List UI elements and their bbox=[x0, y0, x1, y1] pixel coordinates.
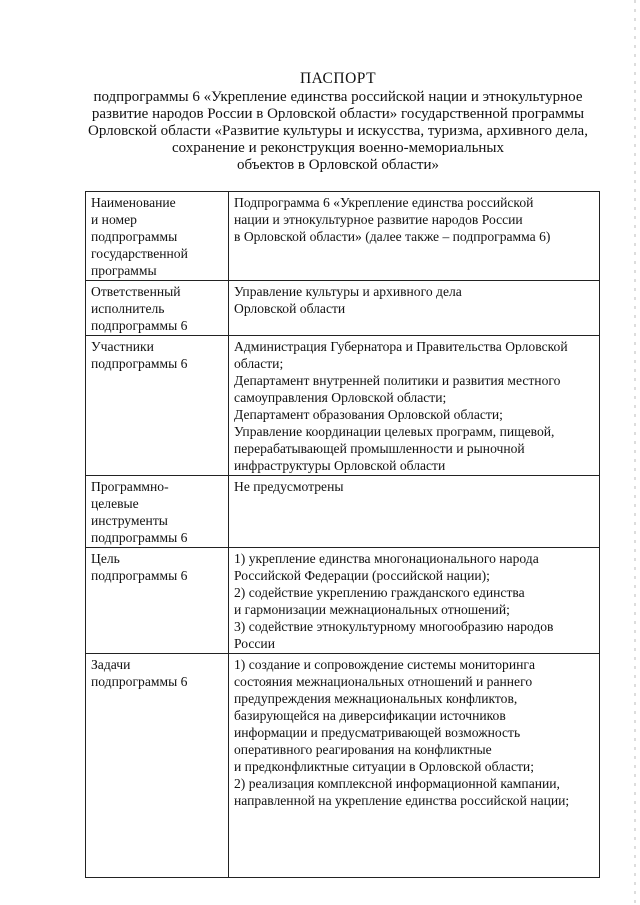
row-value-line: нации и этнокультурное развитие народов России bbox=[234, 212, 523, 227]
row-value-line: Департамент внутренней политики и развития местного bbox=[234, 373, 561, 388]
row-value-line: инфраструктуры Орловской области bbox=[234, 458, 446, 473]
row-label-cell bbox=[86, 654, 229, 878]
row-value-cell bbox=[229, 548, 600, 654]
scan-edge-artifact bbox=[634, 0, 636, 905]
row-value-line: Орловской области bbox=[234, 301, 346, 316]
row-label-cell bbox=[86, 336, 229, 476]
row-value-cell bbox=[229, 654, 600, 878]
document-heading: ПАСПОРТ bbox=[299, 70, 377, 87]
row-value-line: Администрация Губернатора и Правительства Орловской bbox=[234, 339, 568, 354]
row-value-line: оперативного реагирования на конфликтные bbox=[234, 742, 492, 757]
row-label-line: инструменты bbox=[91, 513, 168, 528]
row-value-line: 2) содействие укреплению гражданского единства bbox=[234, 585, 525, 600]
row-value-line: направленной на укрепление единства российской нации; bbox=[234, 793, 570, 808]
row-value-line: состояния межнациональных отношений и раннего bbox=[234, 674, 533, 689]
row-value-line: 3) содействие этнокультурному многообразию народов bbox=[234, 619, 554, 634]
row-value-line: самоуправления Орловской области; bbox=[234, 390, 447, 405]
row-label-cell bbox=[86, 281, 229, 336]
row-label-line: государственной bbox=[91, 246, 188, 261]
table-row bbox=[86, 654, 600, 878]
row-value-line: 1) укрепление единства многонационального народа bbox=[234, 551, 539, 566]
row-label-line: подпрограммы 6 bbox=[91, 568, 188, 583]
row-value-cell bbox=[229, 192, 600, 281]
row-label-line: Цель bbox=[91, 551, 120, 566]
row-value-cell bbox=[229, 476, 600, 548]
row-value-cell bbox=[229, 336, 600, 476]
row-value-line: информации и предусматривающей возможность bbox=[234, 725, 521, 740]
row-value-cell bbox=[229, 281, 600, 336]
document-title-block bbox=[60, 70, 616, 174]
row-value-line: Департамент образования Орловской области; bbox=[234, 407, 503, 422]
row-label-line: Ответственный bbox=[91, 284, 181, 299]
row-label-line: подпрограммы 6 bbox=[91, 674, 188, 689]
title-line: подпрограммы 6 «Укрепление единства российской нации и этнокультурное bbox=[93, 89, 583, 105]
row-label-line: подпрограммы 6 bbox=[91, 530, 188, 545]
row-value-line: и гармонизации межнациональных отношений; bbox=[234, 602, 510, 617]
row-label-line: и номер bbox=[91, 212, 137, 227]
row-label-line: Программно- bbox=[91, 479, 169, 494]
row-value-line: Российской Федерации (российской нации); bbox=[234, 568, 490, 583]
row-label-line: целевые bbox=[91, 496, 139, 511]
row-label-line: подпрограммы bbox=[91, 229, 178, 244]
row-label-cell bbox=[86, 476, 229, 548]
row-label-line: исполнитель bbox=[91, 301, 165, 316]
row-value-line: 2) реализация комплексной информационной кампании, bbox=[234, 776, 560, 791]
title-line: сохранение и реконструкция военно-мемориальных bbox=[171, 140, 505, 156]
row-label-cell bbox=[86, 548, 229, 654]
row-value-line: Подпрограмма 6 «Укрепление единства российской bbox=[234, 195, 534, 210]
row-label-line: подпрограммы 6 bbox=[91, 318, 188, 333]
passport-table-body bbox=[86, 192, 600, 878]
title-line: развитие народов России в Орловской области» государственной программы bbox=[91, 106, 585, 122]
title-line: объектов в Орловской области» bbox=[236, 157, 439, 173]
row-value-line: Управление координации целевых программ, пищевой, bbox=[234, 424, 555, 439]
row-label-line: Участники bbox=[91, 339, 154, 354]
row-value-line: перерабатывающей промышленности и рыночной bbox=[234, 441, 525, 456]
row-label-line: Задачи bbox=[91, 657, 131, 672]
row-value-line: Управление культуры и архивного дела bbox=[234, 284, 462, 299]
row-value-line: Не предусмотрены bbox=[234, 479, 344, 494]
table-row bbox=[86, 336, 600, 476]
table-row bbox=[86, 281, 600, 336]
row-value-line: предупреждения межнациональных конфликтов, bbox=[234, 691, 518, 706]
row-value-line: России bbox=[234, 636, 275, 651]
title-line: Орловской области «Развитие культуры и искусства, туризма, архивного дела, bbox=[88, 123, 588, 139]
row-label-cell bbox=[86, 192, 229, 281]
row-value-line: 1) создание и сопровождение системы мониторинга bbox=[234, 657, 536, 672]
table-row bbox=[86, 548, 600, 654]
row-value-line: базирующейся на диверсификации источников bbox=[234, 708, 506, 723]
row-value-line: области; bbox=[234, 356, 284, 371]
row-label-line: подпрограммы 6 bbox=[91, 356, 188, 371]
row-value-line: в Орловской области» (далее также – подпрограмма 6) bbox=[234, 229, 551, 244]
row-label-line: Наименование bbox=[91, 195, 176, 210]
table-row bbox=[86, 192, 600, 281]
row-value-line: и предконфликтные ситуации в Орловской области; bbox=[234, 759, 534, 774]
table-row bbox=[86, 476, 600, 548]
row-label-line: программы bbox=[91, 263, 157, 278]
passport-table bbox=[85, 191, 600, 878]
